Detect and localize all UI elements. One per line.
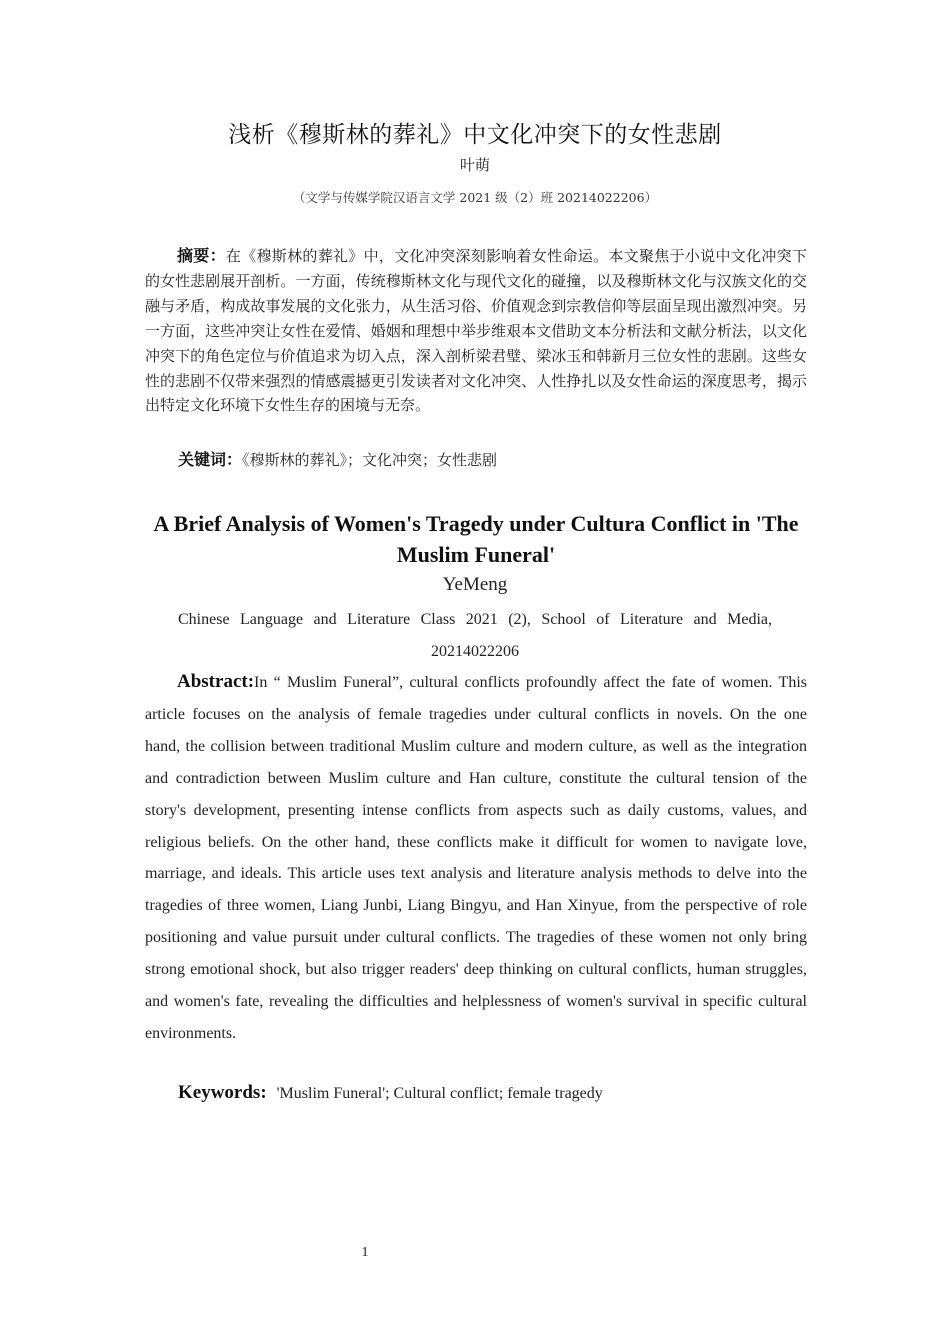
english-affiliation-line2: 20214022206: [431, 643, 519, 660]
chinese-abstract-text: 在《穆斯林的葬礼》中，文化冲突深刻影响着女性命运。本文聚焦于小说中文化冲突下的女性悲剧展开剖析。一方面，传统穆斯林文化与现代文化的碰撞，以及穆斯林文化与汉族文化的交融与矛盾，构成故事发展的文化张力，从生活习俗、价值观念到宗教信仰等层面呈现出激烈冲突。另一方面，这些冲突让女性在爱情、婚姻和理想中举步维艰本文借助文本分析法和文献分析法，以文化冲突下的角色定位与价值追求为切入点，深入剖析梁君璧、梁冰玉和韩新月三位女性的悲剧。这些女性的悲剧不仅带来强烈的情感震撼更引发读者对文化冲突、人性挣扎以及女性命运的深度思考，揭示出特定文化环境下女性生存的困境与无奈。: [145, 247, 807, 415]
english-author: YeMeng: [442, 574, 508, 595]
chinese-abstract: [145, 244, 807, 418]
english-abstract: [145, 666, 807, 1050]
page-number: 1: [361, 1245, 369, 1260]
english-affiliation-line1: Chinese Language and Literature Class 2021 (2), School of Literature and Media,: [178, 611, 772, 628]
chinese-keywords-label: 关键词：: [178, 450, 243, 469]
english-keywords-label: Keywords:: [178, 1082, 267, 1103]
english-abstract-text: In “ Muslim Funeral”, cultural conflicts profoundly affect the fate of women. This article focuses on the analysis of female tragedies under cultural conflicts in novels. On the one hand, the collision between traditional Muslim culture and modern culture, as well as the integration and contradiction between Muslim culture and Han culture, constitute the cultural tension of the story's development, presenting intense conflicts from aspects such as daily customs, values, and religious beliefs. On the other hand, these conflicts make it difficult for women to navigate love, marriage, and ideals. This article uses text analysis and literature analysis methods to delve into the tragedies of three women, Liang Junbi, Liang Bingyu, and Han Xinyue, from the perspective of role positioning and value pursuit under cultural conflicts. The tragedies of these women not only bring strong emotional shock, but also trigger readers' deep thinking on cultural conflicts, human struggles, and women's fate, revealing the difficulties and helplessness of women's survival in specific cultural environments.: [145, 674, 807, 1042]
chinese-title: 浅析《穆斯林的葬礼》中文化冲突下的女性悲剧: [228, 122, 722, 148]
english-abstract-label: Abstract:: [177, 671, 255, 692]
english-title: A Brief Analysis of Women's Tragedy under Cultura Conflict in 'The Muslim Funeral': [153, 511, 799, 567]
chinese-keywords-text: 《穆斯林的葬礼》；文化冲突；女性悲剧: [242, 451, 498, 469]
chinese-abstract-label: 摘要：: [177, 246, 226, 265]
chinese-author: 叶萌: [459, 156, 490, 174]
english-affiliation: [178, 604, 772, 668]
chinese-keywords: [178, 448, 808, 472]
english-keywords: [178, 1078, 808, 1109]
chinese-affiliation: （文学与传媒学院汉语言文学 2021 级（2）班 20214022206）: [292, 190, 658, 205]
english-keywords-text: 'Muslim Funeral'; Cultural conflict; female tragedy: [276, 1085, 603, 1102]
